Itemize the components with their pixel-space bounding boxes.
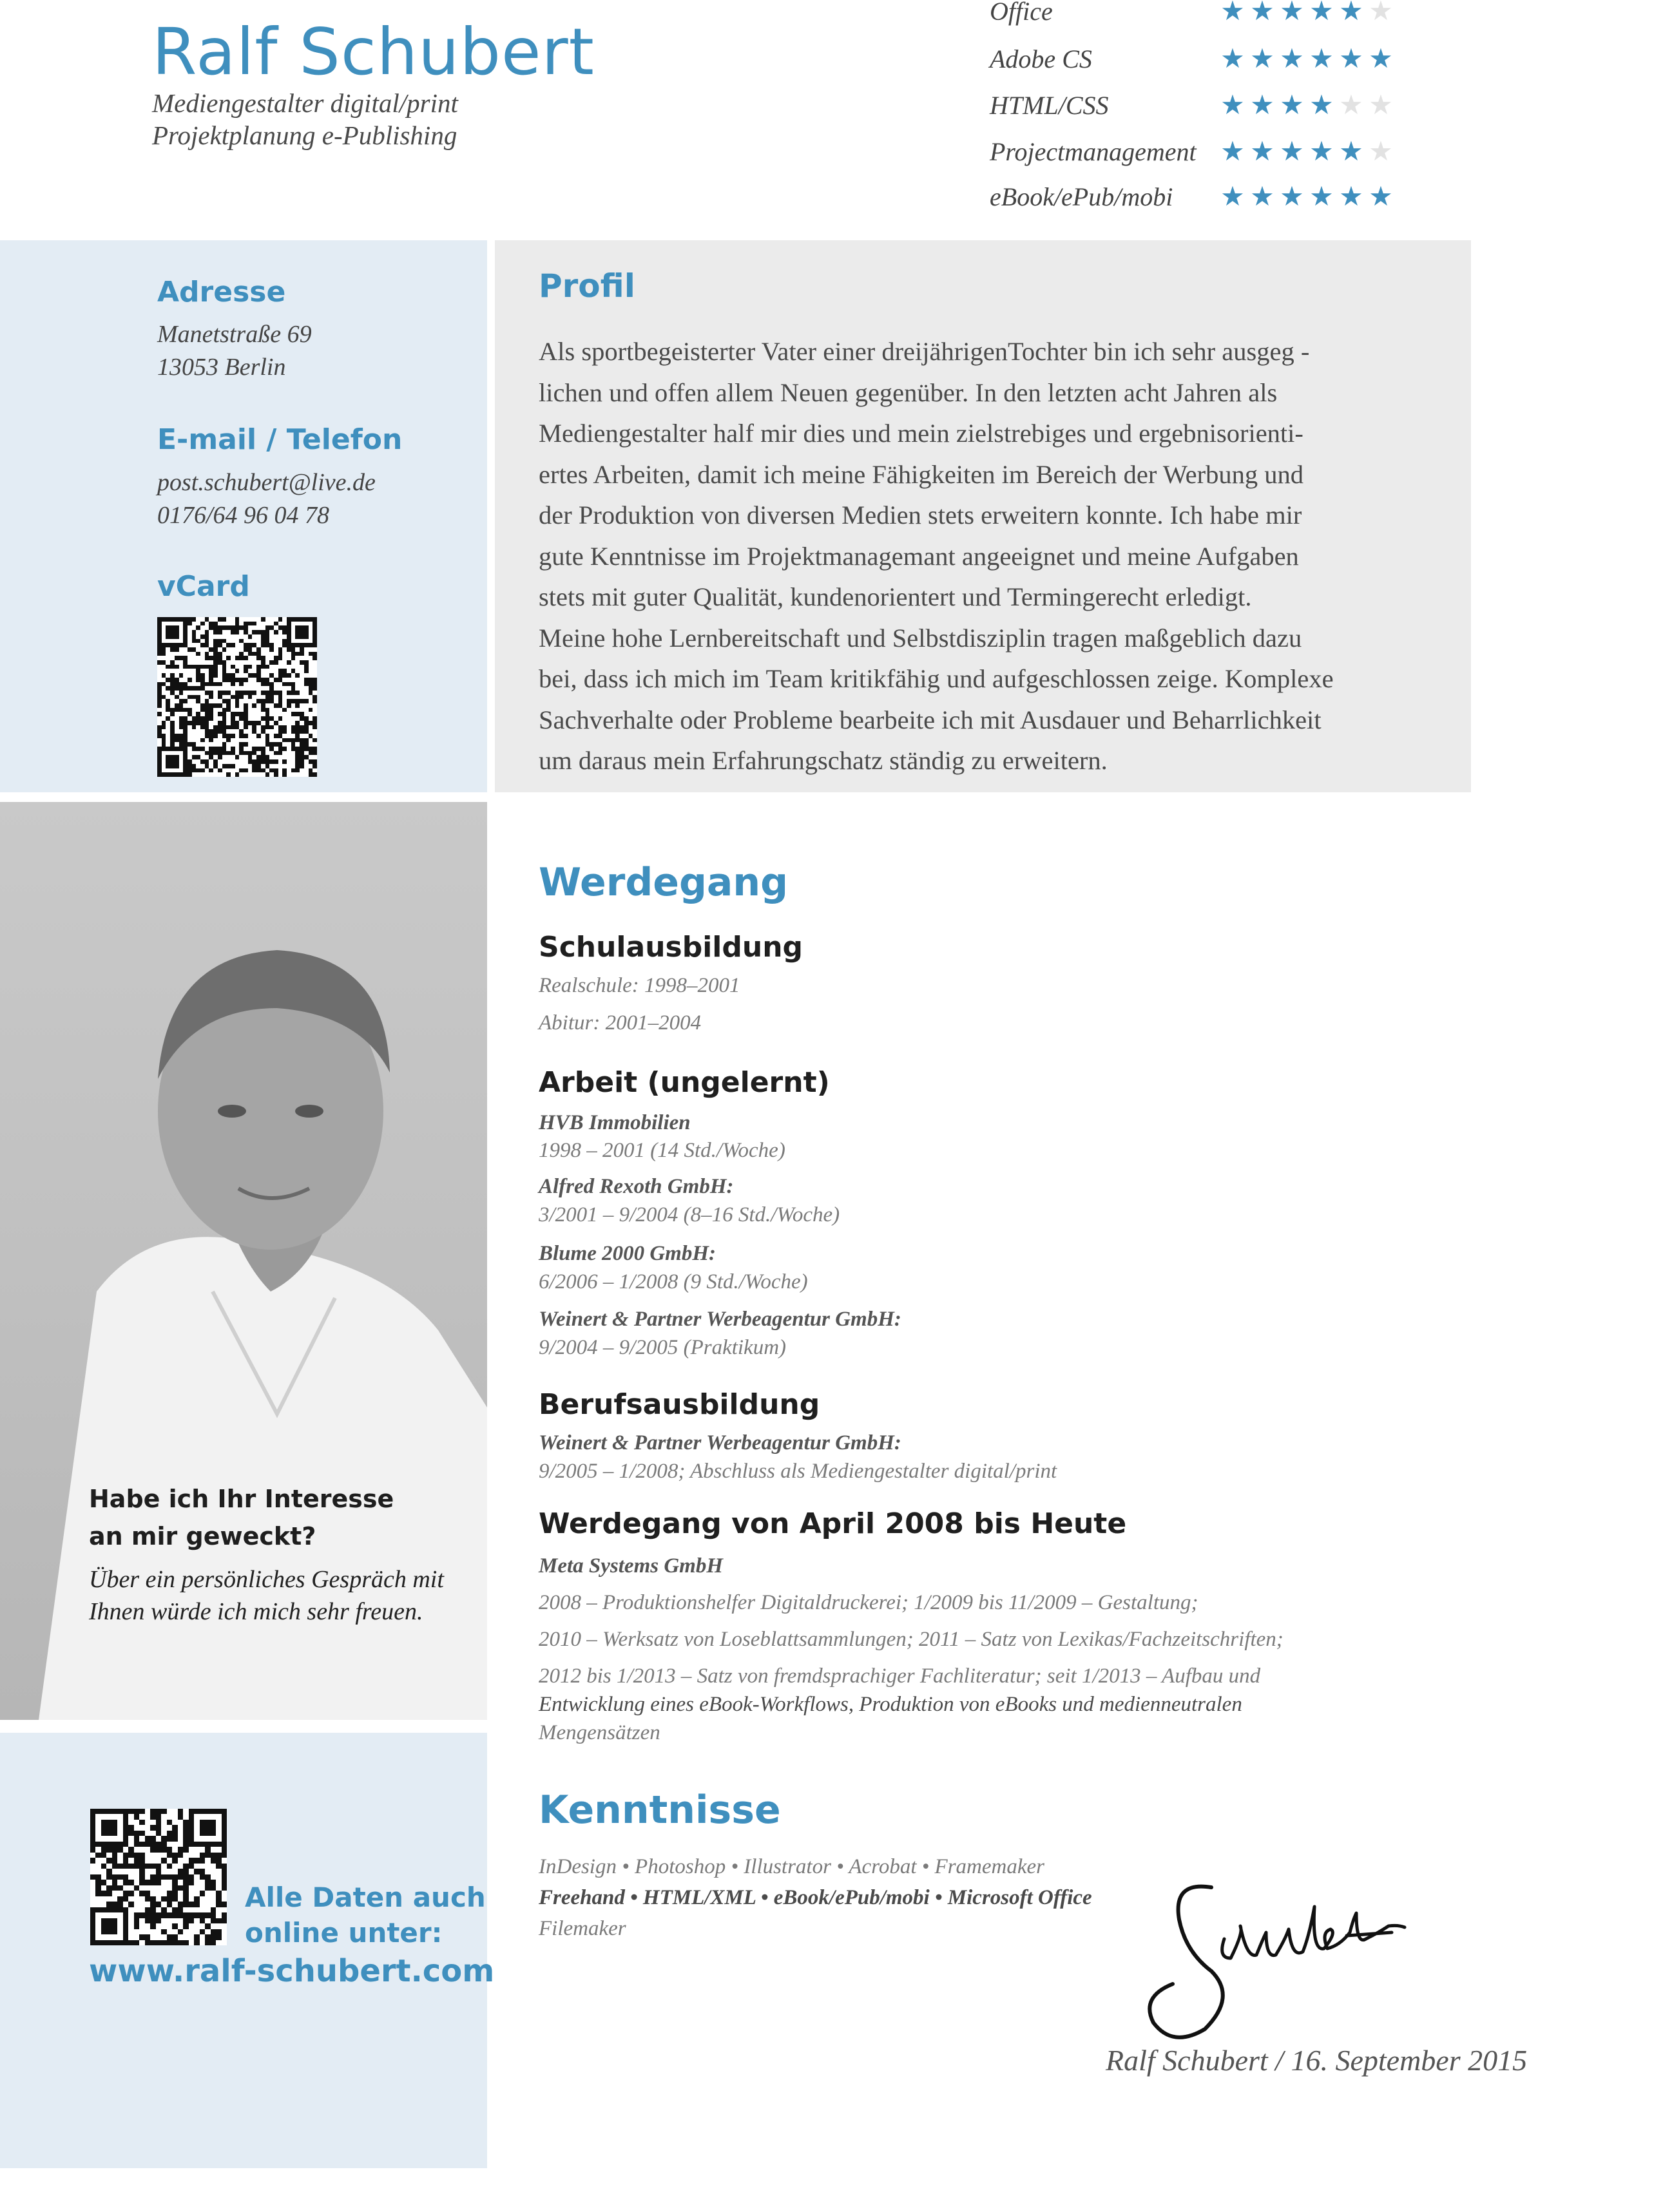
phone-number: 0176/64 96 04 78 — [157, 502, 330, 529]
training-period: 9/2005 – 1/2008; Abschluss als Mediengestalter digital/print — [539, 1460, 1057, 1483]
knowledge-line: InDesign • Photoshop • Illustrator • Acrobat • Framemaker — [539, 1855, 1044, 1878]
star-filled-icon: ★ — [1309, 136, 1334, 166]
current-line: Mengensätzen — [539, 1721, 660, 1744]
star-filled-icon: ★ — [1369, 43, 1393, 73]
signature-line: Ralf Schubert / 16. September 2015 — [1106, 2044, 1528, 2077]
star-filled-icon: ★ — [1280, 136, 1304, 166]
star-filled-icon: ★ — [1250, 0, 1274, 26]
star-rating — [1218, 44, 1396, 73]
address-heading: Adresse — [157, 276, 286, 309]
email-phone-heading: E-mail / Telefon — [157, 423, 403, 456]
star-filled-icon: ★ — [1280, 43, 1304, 73]
star-filled-icon: ★ — [1220, 136, 1245, 166]
profile-line: gute Kenntnisse im Projektmanagemant angeeignet und meine Aufgaben — [539, 541, 1299, 571]
profile-line: um daraus mein Erfahrungschatz ständig zu erweitern. — [539, 746, 1108, 775]
current-heading: Werdegang von April 2008 bis Heute — [539, 1507, 1127, 1540]
cv-subtitle-1: Mediengestalter digital/print — [152, 88, 458, 118]
star-rating — [1218, 90, 1396, 120]
star-rating — [1218, 137, 1396, 166]
star-filled-icon: ★ — [1309, 181, 1334, 211]
online-note-line: Alle Daten auch — [245, 1882, 486, 1913]
website-qr-code — [90, 1809, 227, 1945]
work-period: 1998 – 2001 (14 Std./Woche) — [539, 1139, 785, 1162]
work-period: 6/2006 – 1/2008 (9 Std./Woche) — [539, 1270, 808, 1293]
current-line: 2008 – Produktionshelfer Digitaldruckerei; 1/2009 bis 11/2009 – Gestaltung; — [539, 1591, 1198, 1614]
star-empty-icon: ★ — [1369, 90, 1393, 120]
vcard-heading: vCard — [157, 570, 250, 603]
knowledge-line: Freehand • HTML/XML • eBook/ePub/mobi • Microsoft Office — [539, 1886, 1092, 1909]
email-address: post.schubert@live.de — [157, 469, 376, 496]
cv-name: Ralf Schubert — [152, 14, 595, 90]
work-period: 3/2001 – 9/2004 (8–16 Std./Woche) — [539, 1203, 840, 1226]
star-filled-icon: ★ — [1220, 43, 1245, 73]
current-line: Entwicklung eines eBook-Workflows, Produktion von eBooks und medienneutralen — [539, 1693, 1242, 1716]
street: Manetstraße 69 — [157, 321, 312, 348]
school-heading: Schulausbildung — [539, 931, 803, 964]
star-rating — [1218, 182, 1396, 211]
knowledge-line: Filemaker — [539, 1917, 626, 1940]
work-period: 9/2004 – 9/2005 (Praktikum) — [539, 1336, 787, 1359]
profile-line: Als sportbegeisterter Vater einer dreijährigenTochter bin ich sehr ausgeg - — [539, 337, 1310, 366]
star-filled-icon: ★ — [1220, 0, 1245, 26]
work-company: Alfred Rexoth GmbH: — [539, 1175, 734, 1198]
city: 13053 Berlin — [157, 354, 286, 381]
current-line: 2010 – Werksatz von Loseblattsammlungen; 2011 – Satz von Lexikas/Fachzeitschriften; — [539, 1628, 1284, 1651]
star-filled-icon: ★ — [1309, 0, 1334, 26]
profile-line: Sachverhalte oder Probleme bearbeite ich mit Ausdauer und Beharrlichkeit — [539, 705, 1322, 734]
school-item: Abitur: 2001–2004 — [539, 1011, 702, 1034]
skill-label: HTML/CSS — [990, 91, 1109, 120]
profile-line: der Produktion von diversen Medien stets erweitern konnte. Ich habe mir — [539, 501, 1302, 529]
knowledge-heading: Kenntnisse — [539, 1788, 781, 1833]
skill-row — [990, 182, 1402, 220]
star-filled-icon: ★ — [1309, 90, 1334, 120]
work-company: Blume 2000 GmbH: — [539, 1242, 716, 1265]
star-empty-icon: ★ — [1369, 0, 1393, 26]
star-filled-icon: ★ — [1339, 181, 1363, 211]
skill-label: Projectmanagement — [990, 137, 1197, 166]
star-empty-icon: ★ — [1339, 90, 1363, 120]
online-note-line: online unter: — [245, 1917, 443, 1949]
profile-line: ertes Arbeiten, damit ich meine Fähigkeiten im Bereich der Werbung und — [539, 459, 1304, 489]
star-filled-icon: ★ — [1339, 43, 1363, 73]
star-rating — [1218, 0, 1396, 26]
profile-line: Mediengestalter half mir dies und mein zielstrebiges und ergebnisorienti- — [539, 419, 1303, 448]
skill-label: Adobe CS — [990, 44, 1092, 73]
online-note — [245, 1880, 486, 1950]
training-heading: Berufsausbildung — [539, 1388, 820, 1421]
interest-text: Über ein persönliches Gespräch mit Ihnen würde ich mich sehr freuen. — [89, 1566, 444, 1625]
star-filled-icon: ★ — [1369, 181, 1393, 211]
skill-label: Office — [990, 0, 1053, 26]
star-filled-icon: ★ — [1250, 90, 1274, 120]
interest-question-line: an mir geweckt? — [89, 1522, 316, 1550]
profile-line: Meine hohe Lernbereitschaft und Selbstdisziplin tragen maßgeblich dazu — [539, 623, 1302, 653]
profile-line: stets mit guter Qualität, kundenorientert und Termingerecht erledigt. — [539, 582, 1252, 611]
work-company: Weinert & Partner Werbeagentur GmbH: — [539, 1308, 901, 1331]
skill-row — [990, 0, 1402, 35]
star-filled-icon: ★ — [1250, 181, 1274, 211]
online-panel — [0, 1733, 487, 2168]
star-filled-icon: ★ — [1220, 90, 1245, 120]
handwritten-signature — [1134, 1868, 1418, 2055]
star-filled-icon: ★ — [1280, 0, 1304, 26]
work-heading: Arbeit (ungelernt) — [539, 1066, 830, 1099]
skill-row — [990, 137, 1402, 175]
skill-label: eBook/ePub/mobi — [990, 182, 1173, 211]
star-filled-icon: ★ — [1280, 90, 1304, 120]
interest-question — [89, 1480, 394, 1555]
vcard-qr-code — [157, 617, 317, 777]
profile-line: lichen und offen allem Neuen gegenüber. In den letzten acht Jahren als — [539, 377, 1278, 407]
profile-line: bei, dass ich mich im Team kritikfähig und aufgeschlossen zeige. Komplexe — [539, 664, 1334, 693]
website-link[interactable]: www.ralf-schubert.com — [89, 1953, 495, 1989]
career-heading: Werdegang — [539, 860, 789, 905]
star-filled-icon: ★ — [1309, 43, 1334, 73]
star-filled-icon: ★ — [1220, 181, 1245, 211]
star-filled-icon: ★ — [1339, 0, 1363, 26]
star-filled-icon: ★ — [1339, 136, 1363, 166]
current-company: Meta Systems GmbH — [539, 1554, 723, 1578]
profile-heading: Profil — [539, 267, 635, 305]
star-empty-icon: ★ — [1369, 136, 1393, 166]
star-filled-icon: ★ — [1250, 43, 1274, 73]
profile-text — [539, 331, 1434, 781]
cv-subtitle-2: Projektplanung e-Publishing — [152, 120, 457, 150]
work-company: HVB Immobilien — [539, 1111, 691, 1134]
star-filled-icon: ★ — [1280, 181, 1304, 211]
training-company: Weinert & Partner Werbeagentur GmbH: — [539, 1431, 901, 1454]
interest-question-line: Habe ich Ihr Interesse — [89, 1485, 394, 1513]
skill-row — [990, 90, 1402, 129]
school-item: Realschule: 1998–2001 — [539, 974, 740, 997]
star-filled-icon: ★ — [1250, 136, 1274, 166]
current-line: 2012 bis 1/2013 – Satz von fremdsprachiger Fachliteratur; seit 1/2013 – Aufbau und — [539, 1664, 1261, 1688]
skill-row — [990, 44, 1402, 82]
